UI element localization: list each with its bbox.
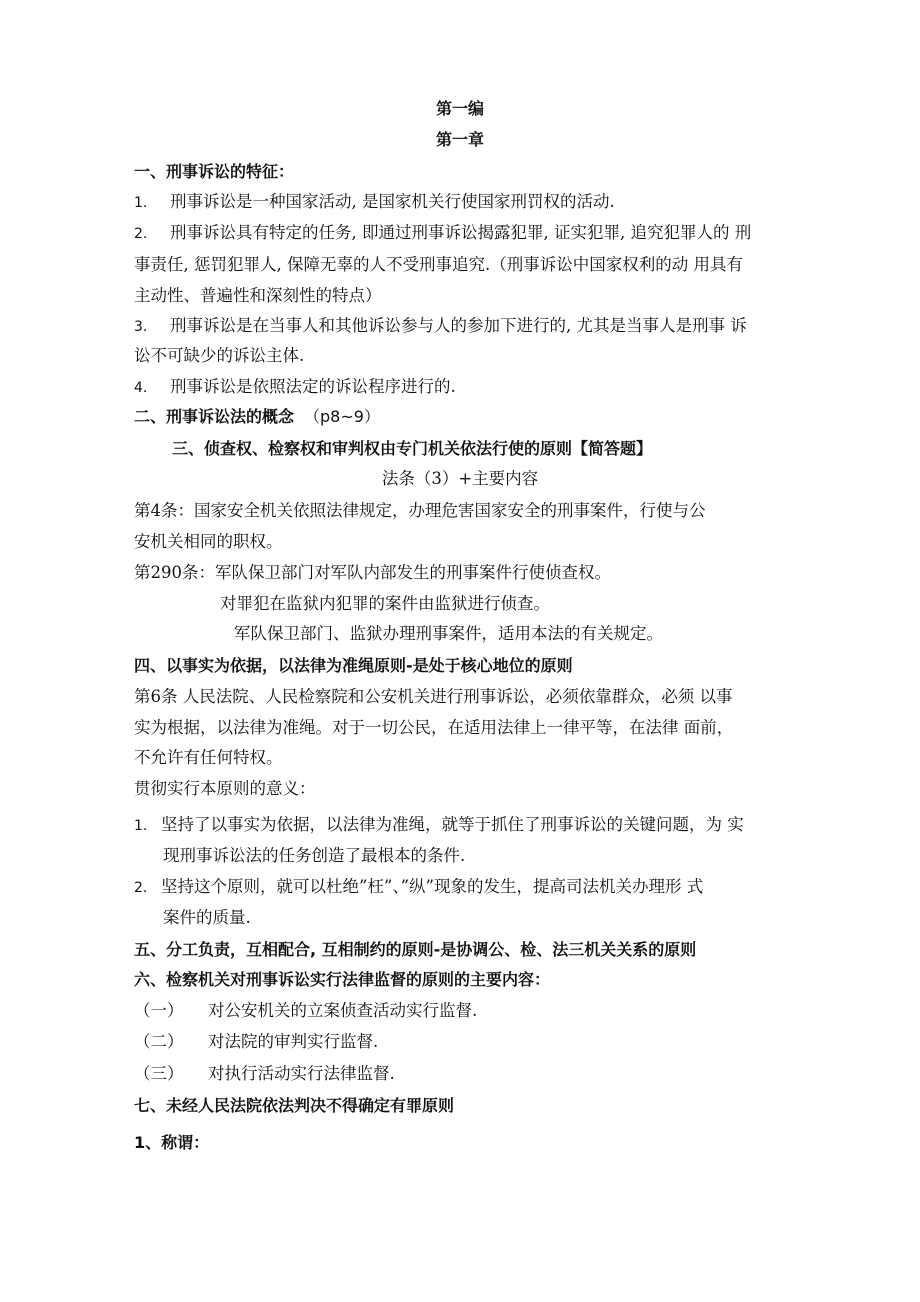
list-text: 坚持了以事实为依据，以法律为准绳，就等于抓住了刑事诉讼的关键问题，为 实 xyxy=(161,815,744,834)
list-number: （三） xyxy=(134,1064,184,1083)
article-4-line-1: 第4条：国家安全机关依照法律规定，办理危害国家安全的刑事案件，行使与公 xyxy=(134,501,706,520)
list-number: 3. xyxy=(134,319,148,335)
list-text: 刑事诉讼是一种国家活动, 是国家机关行使国家刑罚权的活动. xyxy=(170,192,615,211)
s1-item-4 xyxy=(134,376,456,399)
article-290-line-3: 军队保卫部门、监狱办理刑事案件，适用本法的有关规定。 xyxy=(234,624,663,643)
list-number: 1. xyxy=(134,818,148,834)
meaning-item-2-line-2: 案件的质量. xyxy=(163,908,251,927)
list-number: 4. xyxy=(134,380,148,396)
meaning-item-1 xyxy=(134,814,744,837)
list-text: 刑事诉讼是依照法定的诉讼程序进行的. xyxy=(170,377,456,396)
section-3-subtitle: 法条（3）+主要内容 xyxy=(381,469,539,488)
list-number: 2. xyxy=(134,880,148,896)
s1-item-2 xyxy=(134,222,751,245)
article-6-line-1: 第6条 人民法院、人民检察院和公安机关进行刑事诉讼，必须依靠群众，必须 以事 xyxy=(134,687,733,706)
article-290-line-2: 对罪犯在监狱内犯罪的案件由监狱进行侦查。 xyxy=(220,594,550,613)
section-4-heading: 四、以事实为依据，以法律为准绳原则-是处于核心地位的原则 xyxy=(134,656,573,675)
list-text: 对执行活动实行法律监督. xyxy=(208,1064,395,1083)
section-1-heading: 一、刑事诉讼的特征： xyxy=(134,162,295,181)
meaning-item-1-line-2: 现刑事诉讼法的任务创造了最根本的条件. xyxy=(163,846,466,865)
meaning-heading: 贯彻实行本原则的意义： xyxy=(134,779,316,798)
section-3-heading: 三、侦查权、检察权和审判权由专门机关依法行使的原则【简答题】 xyxy=(172,439,653,458)
section-2-title: 二、刑事诉讼法的概念 xyxy=(134,407,295,426)
section-7-heading: 七、未经人民法院依法判决不得确定有罪原则 xyxy=(134,1096,455,1115)
section-7-subheading: 1、称谓： xyxy=(134,1133,210,1152)
list-number: （一） xyxy=(134,1001,184,1020)
article-4-line-2: 安机关相同的职权。 xyxy=(134,532,283,551)
list-number: （二） xyxy=(134,1032,184,1051)
list-text: 刑事诉讼是在当事人和其他诉讼参与人的参加下进行的, 尤其是当事人是刑事 诉 xyxy=(170,316,747,335)
s1-item-3 xyxy=(134,315,747,338)
list-number: 1. xyxy=(134,195,148,211)
list-text: 坚持这个原则，就可以杜绝”枉”、”纵”现象的发生，提高司法机关办理形 式 xyxy=(161,877,704,896)
s1-item-3-line-2: 讼不可缺少的诉讼主体. xyxy=(134,346,305,365)
list-text: 刑事诉讼具有特定的任务, 即通过刑事诉讼揭露犯罪, 证实犯罪, 追究犯罪人的 刑 xyxy=(170,223,752,242)
section-5-heading: 五、分工负责，互相配合, 互相制约的原则-是协调公、检、法三机关关系的原则 xyxy=(134,940,697,959)
article-6-line-3: 不允许有任何特权。 xyxy=(134,748,283,767)
list-text: 对公安机关的立案侦查活动实行监督. xyxy=(208,1001,478,1020)
section-6-heading: 六、检察机关对刑事诉讼实行法律监督的原则的主要内容： xyxy=(134,970,551,989)
s1-item-1 xyxy=(134,191,615,214)
page-reference: （p8~9） xyxy=(304,407,380,426)
section-2-heading xyxy=(134,406,380,428)
list-number: 2. xyxy=(134,226,148,242)
list-text: 对法院的审判实行监督. xyxy=(208,1032,379,1051)
part-title: 第一编 xyxy=(435,99,484,118)
s6-item-2 xyxy=(134,1031,378,1053)
s1-item-2-line-2: 事责任, 惩罚犯罪人, 保障无辜的人不受刑事追究.（刑事诉讼中国家权利的动 用具有 xyxy=(134,255,743,274)
s6-item-3 xyxy=(134,1063,395,1085)
s6-item-1 xyxy=(134,1000,477,1022)
meaning-item-2 xyxy=(134,876,703,899)
chapter-title: 第一章 xyxy=(435,130,484,149)
article-6-line-2: 实为根据，以法律为准绳。对于一切公民，在适用法律上一律平等，在法律 面前， xyxy=(134,718,734,737)
s1-item-2-line-3: 主动性、普遍性和深刻性的特点） xyxy=(134,286,382,305)
article-290-line-1: 第290条：军队保卫部门对军队内部发生的刑事案件行使侦查权。 xyxy=(134,563,611,582)
